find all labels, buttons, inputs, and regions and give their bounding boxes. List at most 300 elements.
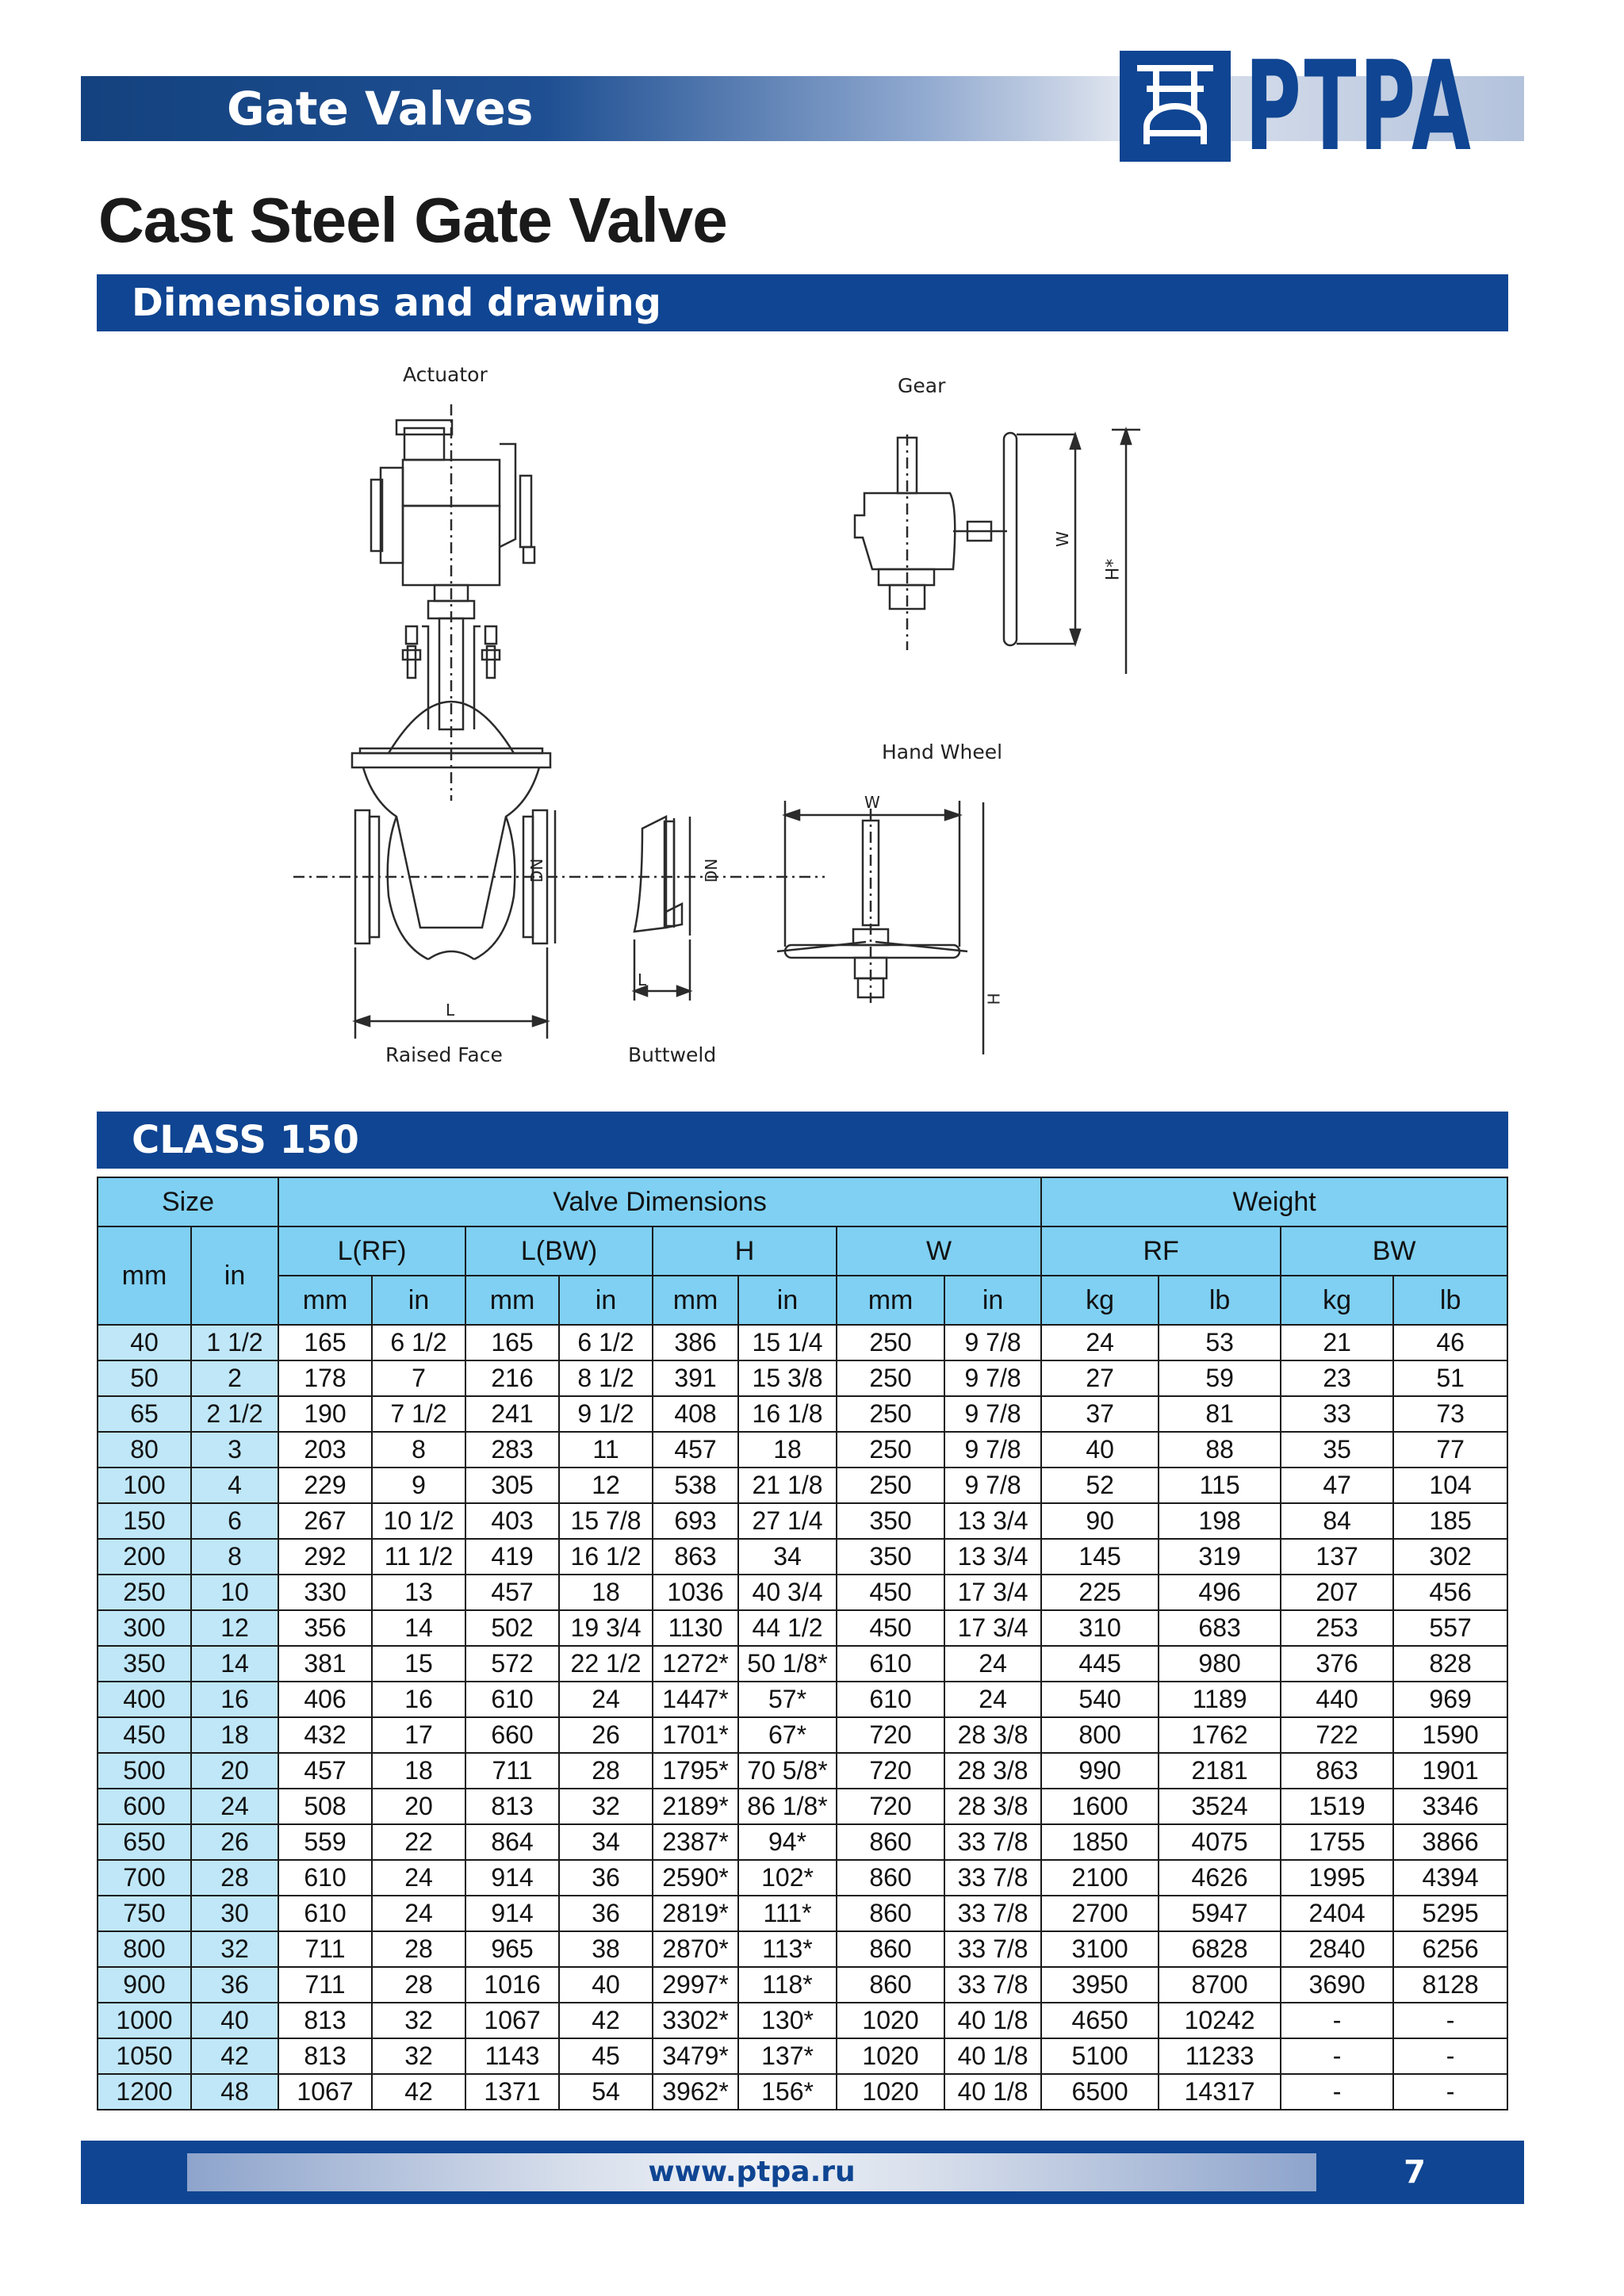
table-cell: 1701* bbox=[653, 1717, 738, 1753]
unit-header-cell: mm bbox=[278, 1276, 372, 1325]
table-row bbox=[98, 1539, 1507, 1575]
footer-band bbox=[81, 2141, 1524, 2204]
table-cell: 2819* bbox=[653, 1896, 738, 1931]
table-cell: 2189* bbox=[653, 1789, 738, 1824]
size-cell: 32 bbox=[191, 1931, 278, 1967]
table-row bbox=[98, 1468, 1507, 1503]
table-cell: 7 bbox=[372, 1360, 465, 1396]
table-cell: 267 bbox=[278, 1503, 372, 1539]
table-cell: 36 bbox=[559, 1896, 653, 1931]
table-cell: 229 bbox=[278, 1468, 372, 1503]
unit-header-cell: mm bbox=[653, 1276, 738, 1325]
table-cell: 310 bbox=[1041, 1610, 1159, 1646]
size-cell: 30 bbox=[191, 1896, 278, 1931]
table-cell: 50 1/8* bbox=[738, 1646, 837, 1682]
table-cell: 610 bbox=[465, 1682, 559, 1717]
size-cell: 250 bbox=[98, 1575, 191, 1610]
size-cell: 24 bbox=[191, 1789, 278, 1824]
table-cell: 253 bbox=[1281, 1610, 1393, 1646]
table-cell: 965 bbox=[465, 1931, 559, 1967]
header-valve-dimensions: Valve Dimensions bbox=[278, 1177, 1041, 1226]
header-h: H bbox=[653, 1226, 837, 1276]
class-title: CLASS 150 bbox=[132, 1118, 359, 1162]
table-cell: 28 bbox=[372, 1931, 465, 1967]
table-cell: 53 bbox=[1159, 1325, 1281, 1360]
table-cell: 19 3/4 bbox=[559, 1610, 653, 1646]
table-cell: 15 3/8 bbox=[738, 1360, 837, 1396]
table-cell: 44 1/2 bbox=[738, 1610, 837, 1646]
table-cell: 1519 bbox=[1281, 1789, 1393, 1824]
table-cell: 720 bbox=[837, 1753, 944, 1789]
table-cell: 23 bbox=[1281, 1360, 1393, 1396]
table-cell: 3866 bbox=[1393, 1824, 1507, 1860]
header-l-rf: L(RF) bbox=[278, 1226, 465, 1276]
size-cell: 1050 bbox=[98, 2038, 191, 2074]
table-cell: 3302* bbox=[653, 2003, 738, 2038]
table-cell: 381 bbox=[278, 1646, 372, 1682]
table-cell: 8 1/2 bbox=[559, 1360, 653, 1396]
table-cell: 18 bbox=[372, 1753, 465, 1789]
table-cell: 813 bbox=[465, 1789, 559, 1824]
table-row bbox=[98, 1325, 1507, 1360]
size-cell: 40 bbox=[98, 1325, 191, 1360]
size-cell: 100 bbox=[98, 1468, 191, 1503]
size-cell: 20 bbox=[191, 1753, 278, 1789]
table-cell: 165 bbox=[465, 1325, 559, 1360]
table-cell: 11 1/2 bbox=[372, 1539, 465, 1575]
table-cell: 711 bbox=[278, 1931, 372, 1967]
table-cell: 37 bbox=[1041, 1396, 1159, 1432]
table-cell: 860 bbox=[837, 1931, 944, 1967]
table-cell: 27 bbox=[1041, 1360, 1159, 1396]
table-cell: 3690 bbox=[1281, 1967, 1393, 2003]
table-cell: 15 7/8 bbox=[559, 1503, 653, 1539]
table-cell: 33 bbox=[1281, 1396, 1393, 1432]
table-cell: 203 bbox=[278, 1432, 372, 1468]
table-cell: 28 3/8 bbox=[944, 1717, 1041, 1753]
table-cell: 18 bbox=[559, 1575, 653, 1610]
table-cell: 419 bbox=[465, 1539, 559, 1575]
table-cell: 720 bbox=[837, 1789, 944, 1824]
table-cell: 145 bbox=[1041, 1539, 1159, 1575]
table-cell: 969 bbox=[1393, 1682, 1507, 1717]
table-cell: 34 bbox=[559, 1824, 653, 1860]
size-cell: 65 bbox=[98, 1396, 191, 1432]
table-cell: 350 bbox=[837, 1539, 944, 1575]
unit-header-cell: in bbox=[738, 1276, 837, 1325]
size-cell: 750 bbox=[98, 1896, 191, 1931]
table-cell: 1067 bbox=[465, 2003, 559, 2038]
table-cell: 40 3/4 bbox=[738, 1575, 837, 1610]
table-cell: 2870* bbox=[653, 1931, 738, 1967]
unit-header-cell: kg bbox=[1281, 1276, 1393, 1325]
header-l-bw: L(BW) bbox=[465, 1226, 653, 1276]
table-cell: 33 7/8 bbox=[944, 1896, 1041, 1931]
table-cell: 302 bbox=[1393, 1539, 1507, 1575]
section-title: Gate Valves bbox=[227, 82, 534, 136]
size-cell: 650 bbox=[98, 1824, 191, 1860]
table-cell: 40 1/8 bbox=[944, 2074, 1041, 2110]
size-cell: 200 bbox=[98, 1539, 191, 1575]
label-l-buttweld: L bbox=[638, 970, 647, 989]
table-cell: 391 bbox=[653, 1360, 738, 1396]
table-cell: 1995 bbox=[1281, 1860, 1393, 1896]
header-bw: BW bbox=[1281, 1226, 1507, 1276]
size-cell: 36 bbox=[191, 1967, 278, 2003]
table-cell: 8 bbox=[372, 1432, 465, 1468]
table-cell: 432 bbox=[278, 1717, 372, 1753]
size-cell: 12 bbox=[191, 1610, 278, 1646]
table-cell: 559 bbox=[278, 1824, 372, 1860]
header-size: Size bbox=[98, 1177, 278, 1226]
table-row bbox=[98, 1860, 1507, 1896]
table-cell: 860 bbox=[837, 1967, 944, 2003]
label-dn-raised: DN bbox=[527, 858, 547, 883]
table-cell: 572 bbox=[465, 1646, 559, 1682]
table-cell: 216 bbox=[465, 1360, 559, 1396]
table-cell: 40 bbox=[1041, 1432, 1159, 1468]
table-cell: 445 bbox=[1041, 1646, 1159, 1682]
table-cell: 241 bbox=[465, 1396, 559, 1432]
table-cell: 40 1/8 bbox=[944, 2038, 1041, 2074]
size-cell: 6 bbox=[191, 1503, 278, 1539]
table-cell: 250 bbox=[837, 1325, 944, 1360]
table-cell: 32 bbox=[559, 1789, 653, 1824]
table-cell: 16 bbox=[372, 1682, 465, 1717]
table-cell: 2387* bbox=[653, 1824, 738, 1860]
size-cell: 40 bbox=[191, 2003, 278, 2038]
table-cell: 70 5/8* bbox=[738, 1753, 837, 1789]
table-cell: 24 bbox=[559, 1682, 653, 1717]
table-cell: 185 bbox=[1393, 1503, 1507, 1539]
size-cell: 26 bbox=[191, 1824, 278, 1860]
table-cell: 1143 bbox=[465, 2038, 559, 2074]
table-cell: 17 3/4 bbox=[944, 1575, 1041, 1610]
table-cell: 18 bbox=[738, 1432, 837, 1468]
table-cell: 32 bbox=[372, 2003, 465, 2038]
table-cell: 980 bbox=[1159, 1646, 1281, 1682]
unit-header-cell: in bbox=[944, 1276, 1041, 1325]
size-cell: 8 bbox=[191, 1539, 278, 1575]
table-cell: 90 bbox=[1041, 1503, 1159, 1539]
table-cell: 8128 bbox=[1393, 1967, 1507, 2003]
table-cell: 4650 bbox=[1041, 2003, 1159, 2038]
table-row bbox=[98, 1896, 1507, 1931]
table-cell: 16 1/2 bbox=[559, 1539, 653, 1575]
unit-header-row bbox=[98, 1276, 1507, 1325]
size-cell: 150 bbox=[98, 1503, 191, 1539]
table-cell: 2404 bbox=[1281, 1896, 1393, 1931]
table-row bbox=[98, 1753, 1507, 1789]
table-cell: 2700 bbox=[1041, 1896, 1159, 1931]
table-cell: 1590 bbox=[1393, 1717, 1507, 1753]
table-cell: 250 bbox=[837, 1468, 944, 1503]
dimensions-title: Dimensions and drawing bbox=[132, 281, 661, 325]
size-cell: 1200 bbox=[98, 2074, 191, 2110]
table-cell: 386 bbox=[653, 1325, 738, 1360]
label-gear: Gear bbox=[898, 374, 946, 397]
table-cell: 34 bbox=[738, 1539, 837, 1575]
label-h-handwheel: H bbox=[984, 993, 1004, 1005]
table-cell: 54 bbox=[559, 2074, 653, 2110]
table-cell: 130* bbox=[738, 2003, 837, 2038]
table-cell: 610 bbox=[278, 1896, 372, 1931]
table-cell: 860 bbox=[837, 1824, 944, 1860]
table-cell: 225 bbox=[1041, 1575, 1159, 1610]
size-cell: 900 bbox=[98, 1967, 191, 2003]
table-cell: 46 bbox=[1393, 1325, 1507, 1360]
table-cell: 26 bbox=[559, 1717, 653, 1753]
table-cell: 610 bbox=[278, 1860, 372, 1896]
table-cell: 450 bbox=[837, 1575, 944, 1610]
size-cell: 42 bbox=[191, 2038, 278, 2074]
logo-mark-icon bbox=[1120, 51, 1231, 162]
table-cell: 28 3/8 bbox=[944, 1789, 1041, 1824]
footer-url[interactable]: www.ptpa.ru bbox=[648, 2156, 856, 2188]
table-cell: 250 bbox=[837, 1432, 944, 1468]
table-row bbox=[98, 1931, 1507, 1967]
table-cell: 6 1/2 bbox=[372, 1325, 465, 1360]
table-cell: - bbox=[1281, 2074, 1393, 2110]
table-cell: 440 bbox=[1281, 1682, 1393, 1717]
table-cell: 1067 bbox=[278, 2074, 372, 2110]
table-cell: 860 bbox=[837, 1860, 944, 1896]
table-cell: 250 bbox=[837, 1396, 944, 1432]
label-buttweld: Buttweld bbox=[628, 1043, 717, 1066]
table-cell: 319 bbox=[1159, 1539, 1281, 1575]
table-cell: 28 bbox=[559, 1753, 653, 1789]
table-header bbox=[98, 1177, 1507, 1325]
table-cell: 406 bbox=[278, 1682, 372, 1717]
header-weight: Weight bbox=[1041, 1177, 1507, 1226]
table-cell: 13 3/4 bbox=[944, 1539, 1041, 1575]
header-w: W bbox=[837, 1226, 1041, 1276]
table-cell: 94* bbox=[738, 1824, 837, 1860]
size-cell: 4 bbox=[191, 1468, 278, 1503]
table-cell: 376 bbox=[1281, 1646, 1393, 1682]
table-cell: 16 1/8 bbox=[738, 1396, 837, 1432]
table-cell: 14 bbox=[372, 1610, 465, 1646]
table-cell: 3962* bbox=[653, 2074, 738, 2110]
dimensions-table bbox=[97, 1177, 1508, 2110]
table-cell: 156* bbox=[738, 2074, 837, 2110]
table-cell: 115 bbox=[1159, 1468, 1281, 1503]
table-row bbox=[98, 1503, 1507, 1539]
size-cell: 28 bbox=[191, 1860, 278, 1896]
table-cell: 52 bbox=[1041, 1468, 1159, 1503]
table-cell: 45 bbox=[559, 2038, 653, 2074]
table-cell: 3479* bbox=[653, 2038, 738, 2074]
dimensions-band bbox=[97, 274, 1508, 331]
table-cell: - bbox=[1393, 2038, 1507, 2074]
size-cell: 500 bbox=[98, 1753, 191, 1789]
table-cell: 1020 bbox=[837, 2038, 944, 2074]
size-cell: 700 bbox=[98, 1860, 191, 1896]
table-cell: 81 bbox=[1159, 1396, 1281, 1432]
table-cell: 20 bbox=[372, 1789, 465, 1824]
size-cell: 2 1/2 bbox=[191, 1396, 278, 1432]
table-cell: 2840 bbox=[1281, 1931, 1393, 1967]
table-cell: 10 1/2 bbox=[372, 1503, 465, 1539]
table-cell: 538 bbox=[653, 1468, 738, 1503]
table-cell: 47 bbox=[1281, 1468, 1393, 1503]
table-cell: 59 bbox=[1159, 1360, 1281, 1396]
table-cell: 1371 bbox=[465, 2074, 559, 2110]
size-cell: 800 bbox=[98, 1931, 191, 1967]
table-cell: 17 bbox=[372, 1717, 465, 1753]
table-cell: 1762 bbox=[1159, 1717, 1281, 1753]
table-cell: 350 bbox=[837, 1503, 944, 1539]
table-cell: 207 bbox=[1281, 1575, 1393, 1610]
table-cell: 8700 bbox=[1159, 1967, 1281, 2003]
table-cell: 11 bbox=[559, 1432, 653, 1468]
table-cell: 198 bbox=[1159, 1503, 1281, 1539]
size-cell: 1 1/2 bbox=[191, 1325, 278, 1360]
unit-header-cell: in bbox=[559, 1276, 653, 1325]
table-row bbox=[98, 1575, 1507, 1610]
table-cell: 6828 bbox=[1159, 1931, 1281, 1967]
table-cell: 2100 bbox=[1041, 1860, 1159, 1896]
table-row bbox=[98, 2038, 1507, 2074]
table-cell: 24 bbox=[944, 1646, 1041, 1682]
table-cell: 33 7/8 bbox=[944, 1860, 1041, 1896]
table-cell: 104 bbox=[1393, 1468, 1507, 1503]
table-cell: 36 bbox=[559, 1860, 653, 1896]
table-cell: 5295 bbox=[1393, 1896, 1507, 1931]
table-cell: 1130 bbox=[653, 1610, 738, 1646]
table-cell: 77 bbox=[1393, 1432, 1507, 1468]
table-cell: 9 7/8 bbox=[944, 1396, 1041, 1432]
table-cell: 408 bbox=[653, 1396, 738, 1432]
table-cell: 660 bbox=[465, 1717, 559, 1753]
size-cell: 18 bbox=[191, 1717, 278, 1753]
table-cell: 9 1/2 bbox=[559, 1396, 653, 1432]
table-cell: 1447* bbox=[653, 1682, 738, 1717]
table-cell: 1016 bbox=[465, 1967, 559, 2003]
table-cell: 102* bbox=[738, 1860, 837, 1896]
table-cell: 22 1/2 bbox=[559, 1646, 653, 1682]
size-cell: 450 bbox=[98, 1717, 191, 1753]
table-cell: 32 bbox=[372, 2038, 465, 2074]
table-cell: 800 bbox=[1041, 1717, 1159, 1753]
table-cell: 33 7/8 bbox=[944, 1824, 1041, 1860]
unit-header-cell: in bbox=[372, 1276, 465, 1325]
table-cell: 7 1/2 bbox=[372, 1396, 465, 1432]
table-cell: 51 bbox=[1393, 1360, 1507, 1396]
class-band bbox=[97, 1112, 1508, 1169]
table-cell: 456 bbox=[1393, 1575, 1507, 1610]
valve-drawing bbox=[270, 357, 1174, 1070]
table-cell: 178 bbox=[278, 1360, 372, 1396]
table-cell: 457 bbox=[278, 1753, 372, 1789]
label-actuator: Actuator bbox=[403, 363, 488, 386]
size-cell: 3 bbox=[191, 1432, 278, 1468]
table-cell: 914 bbox=[465, 1860, 559, 1896]
table-cell: 1795* bbox=[653, 1753, 738, 1789]
table-cell: 15 bbox=[372, 1646, 465, 1682]
table-row bbox=[98, 1824, 1507, 1860]
table-cell: 9 7/8 bbox=[944, 1468, 1041, 1503]
unit-header-cell: lb bbox=[1159, 1276, 1281, 1325]
table-cell: 2997* bbox=[653, 1967, 738, 2003]
table-cell: 21 bbox=[1281, 1325, 1393, 1360]
table-cell: 860 bbox=[837, 1896, 944, 1931]
table-cell: 21 1/8 bbox=[738, 1468, 837, 1503]
header-size-mm: mm bbox=[98, 1226, 191, 1325]
table-cell: 9 7/8 bbox=[944, 1360, 1041, 1396]
table-cell: 33 7/8 bbox=[944, 1931, 1041, 1967]
label-dn-buttweld: DN bbox=[702, 858, 722, 883]
table-cell: 42 bbox=[559, 2003, 653, 2038]
table-cell: 113* bbox=[738, 1931, 837, 1967]
table-cell: 305 bbox=[465, 1468, 559, 1503]
table-row bbox=[98, 2074, 1507, 2110]
table-cell: 86 1/8* bbox=[738, 1789, 837, 1824]
size-cell: 16 bbox=[191, 1682, 278, 1717]
table-cell: 813 bbox=[278, 2003, 372, 2038]
table-cell: 12 bbox=[559, 1468, 653, 1503]
table-cell: 722 bbox=[1281, 1717, 1393, 1753]
table-cell: 14317 bbox=[1159, 2074, 1281, 2110]
table-cell: 33 7/8 bbox=[944, 1967, 1041, 2003]
page-title: Cast Steel Gate Valve bbox=[98, 185, 727, 255]
table-cell: 84 bbox=[1281, 1503, 1393, 1539]
label-h-star: H* bbox=[1103, 558, 1124, 581]
table-cell: 40 bbox=[559, 1967, 653, 2003]
table-cell: 292 bbox=[278, 1539, 372, 1575]
table-cell: 137* bbox=[738, 2038, 837, 2074]
table-cell: - bbox=[1281, 2003, 1393, 2038]
table-cell: 610 bbox=[837, 1682, 944, 1717]
table-cell: 864 bbox=[465, 1824, 559, 1860]
table-cell: 3100 bbox=[1041, 1931, 1159, 1967]
table-cell: 13 3/4 bbox=[944, 1503, 1041, 1539]
table-cell: 3524 bbox=[1159, 1789, 1281, 1824]
table-cell: 57* bbox=[738, 1682, 837, 1717]
table-cell: 863 bbox=[1281, 1753, 1393, 1789]
size-cell: 48 bbox=[191, 2074, 278, 2110]
size-cell: 600 bbox=[98, 1789, 191, 1824]
table-cell: 28 3/8 bbox=[944, 1753, 1041, 1789]
table-cell: 13 bbox=[372, 1575, 465, 1610]
table-cell: 1036 bbox=[653, 1575, 738, 1610]
unit-header-cell: mm bbox=[837, 1276, 944, 1325]
table-cell: 111* bbox=[738, 1896, 837, 1931]
size-cell: 1000 bbox=[98, 2003, 191, 2038]
table-cell: 2181 bbox=[1159, 1753, 1281, 1789]
unit-header-cell: kg bbox=[1041, 1276, 1159, 1325]
table-cell: 190 bbox=[278, 1396, 372, 1432]
table-cell: 1020 bbox=[837, 2003, 944, 2038]
unit-header-cell: lb bbox=[1393, 1276, 1507, 1325]
table-cell: 17 3/4 bbox=[944, 1610, 1041, 1646]
label-hand-wheel: Hand Wheel bbox=[882, 740, 1003, 763]
table-cell: 40 1/8 bbox=[944, 2003, 1041, 2038]
table-cell: 863 bbox=[653, 1539, 738, 1575]
table-cell: 24 bbox=[944, 1682, 1041, 1717]
table-cell: 24 bbox=[1041, 1325, 1159, 1360]
table-cell: 88 bbox=[1159, 1432, 1281, 1468]
header-rf: RF bbox=[1041, 1226, 1281, 1276]
table-cell: 250 bbox=[837, 1360, 944, 1396]
table-cell: 450 bbox=[837, 1610, 944, 1646]
table-cell: 502 bbox=[465, 1610, 559, 1646]
table-cell: 356 bbox=[278, 1610, 372, 1646]
table-cell: 1272* bbox=[653, 1646, 738, 1682]
table-row bbox=[98, 1682, 1507, 1717]
table-cell: 9 bbox=[372, 1468, 465, 1503]
table-cell: 711 bbox=[278, 1967, 372, 2003]
